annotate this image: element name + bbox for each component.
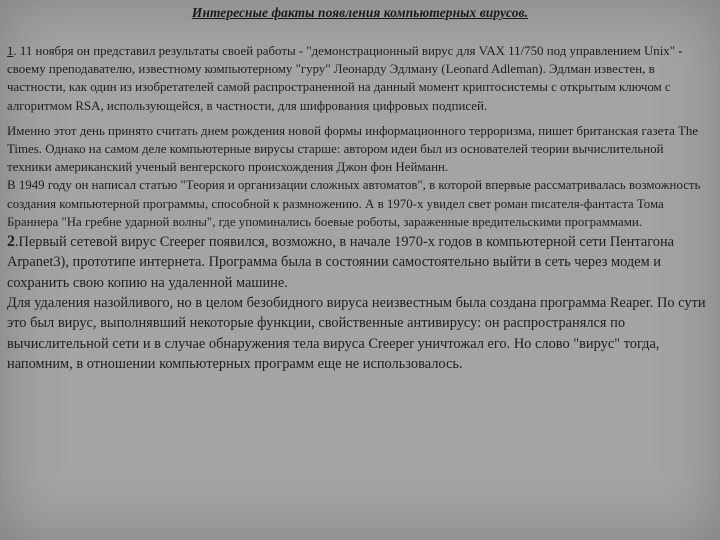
paragraph-1-text: . 11 ноября он представил результаты своей работы - "демонстрационный вирус для VAX 11/750 под управлением Unix" - своему преподавателю, известному компьютерному "гуру" Леонарду Эдлману (Leonard Adleman). Эдлман известен, в частности, как один из изобретателей самой распространенной на данный момент криптосистемы с открытым ключом с алгоритмом RSA, использующейся, в частности, для шифрования цифровых подписей. <box>7 44 683 113</box>
item-number-2: 2 <box>7 233 15 251</box>
paragraph-4-text: .Первый сетевой вирус Creeper появился, возможно, в начале 1970-х годов в компьютерной сети Пентагона Arpanet3), прототипе интернета. Программа была в состоянии самостоятельно выйти в сеть через модем и сохранить свою копию на удаленной машине. <box>7 234 675 291</box>
paragraph-4 <box>7 232 709 293</box>
paragraph-5: Для удаления назойливого, но в целом безобидного вируса неизвестным была создана программа Reaper. По сути это был вирус, выполнявший некоторые функции, свойственные антивирусу: он распространялся по вычислительной сети и в случае обнаружения тела вируса Creeper уничтожал его. Но слово "вирус" тогда, напомним, в отношении компьютерных программ еще не использовалось. <box>7 294 706 372</box>
slide-title: Интересные факты появления компьютерных вирусов. <box>191 5 529 20</box>
paragraph-3: В 1949 году он написал статью "Теория и организации сложных автоматов", в которой впервые рассматривалась возможность создания компьютерной программы, способной к размножению. А в 1970-х увидел свет роман писателя-фантаста Тома Браннера "На гребне ударной волны", где упоминались боевые роботы, зараженные вредительскими программами. <box>7 178 701 229</box>
paragraph-2: Именно этот день принято считать днем рождения новой формы информационного терроризма, пишет британская газета The Times. Однако на самом деле компьютерные вирусы старше: автором идеи был из основателей теории вычислительной техники американский ученый венгерского происхождения Джон фон Нейманн. <box>7 123 699 175</box>
paragraph-1 <box>7 42 709 115</box>
item-number-1: 1 <box>7 44 14 58</box>
slide-body <box>7 42 709 374</box>
